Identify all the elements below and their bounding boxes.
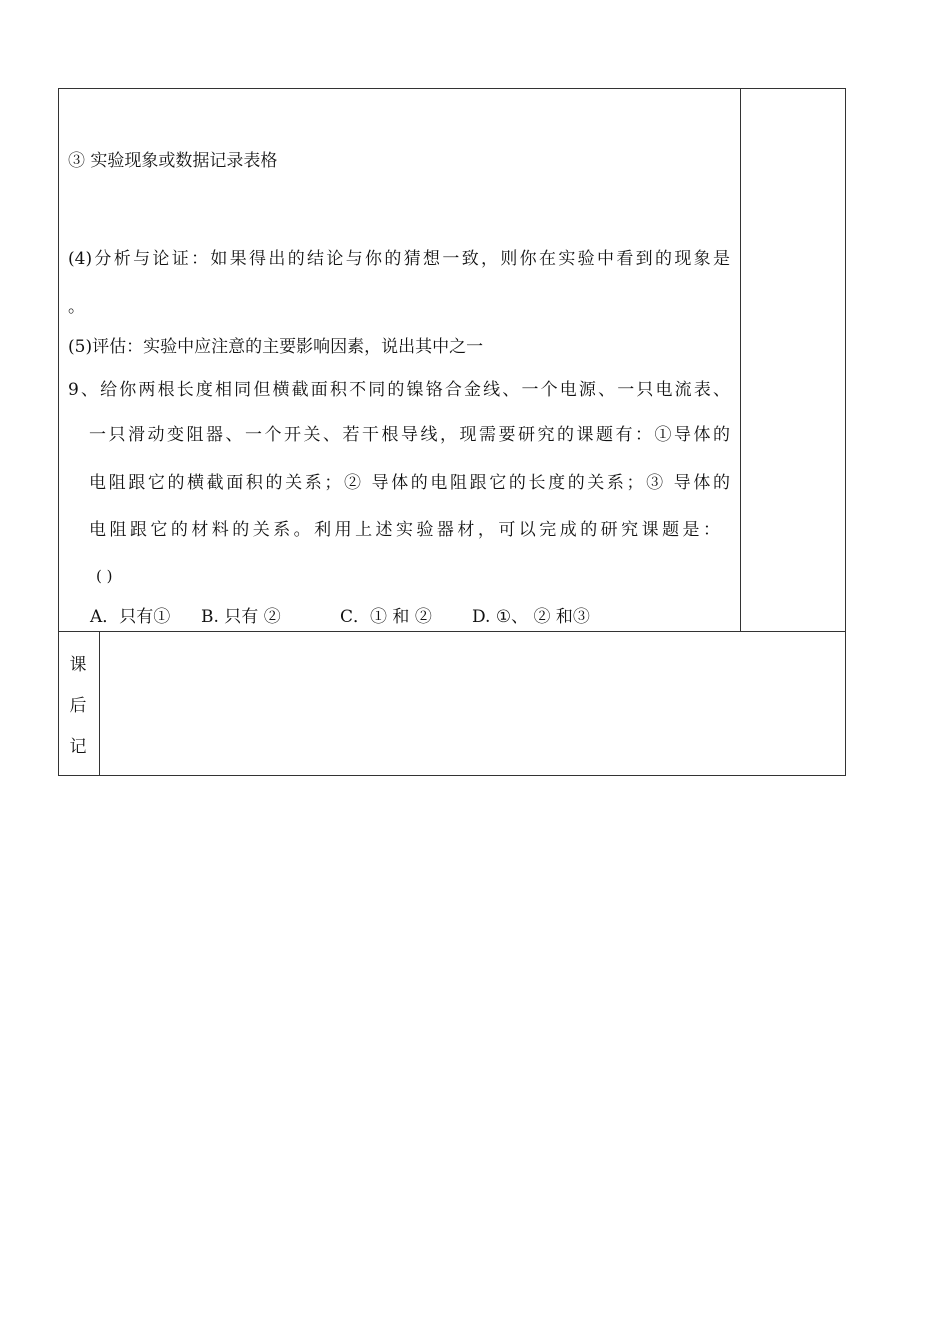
item4-analysis: (4)分析与论证：如果得出的结论与你的猜想一致，则你在实验中看到的现象是	[68, 249, 730, 269]
item4-end: 。	[68, 297, 85, 317]
right-margin-column-divider	[740, 88, 741, 632]
option-a: A．只有①	[90, 607, 171, 627]
item5-evaluation: (5)评估：实验中应注意的主要影响因素，说出其中之一	[68, 337, 484, 357]
notes-label-divider	[99, 631, 100, 776]
q9-answer-blank: ( )	[96, 567, 113, 585]
q9-line-1: 9、给你两根长度相同但横截面积不同的镍铬合金线、一个电源、一只电流表、	[68, 380, 730, 400]
notes-label-char-3: 记	[69, 737, 87, 757]
q9-line-2: 一只滑动变阻器、一个开关、若干根导线，现需要研究的课题有：①导体的	[89, 425, 730, 445]
option-d: D. ①、 ② 和③	[472, 607, 590, 627]
notes-label-char-2: 后	[69, 696, 87, 716]
q9-line-3: 电阻跟它的横截面积的关系；② 导体的电阻跟它的长度的关系；③ 导体的	[89, 473, 730, 493]
notes-row-frame	[58, 631, 846, 776]
item3-heading: ③ 实验现象或数据记录表格	[68, 151, 278, 171]
q9-line-4: 电阻跟它的材料的关系。利用上述实验器材，可以完成的研究课题是：	[89, 520, 720, 540]
option-b: B. 只有 ②	[201, 607, 281, 627]
option-c: C．① 和 ②	[340, 607, 432, 627]
notes-label-char-1: 课	[69, 655, 87, 675]
